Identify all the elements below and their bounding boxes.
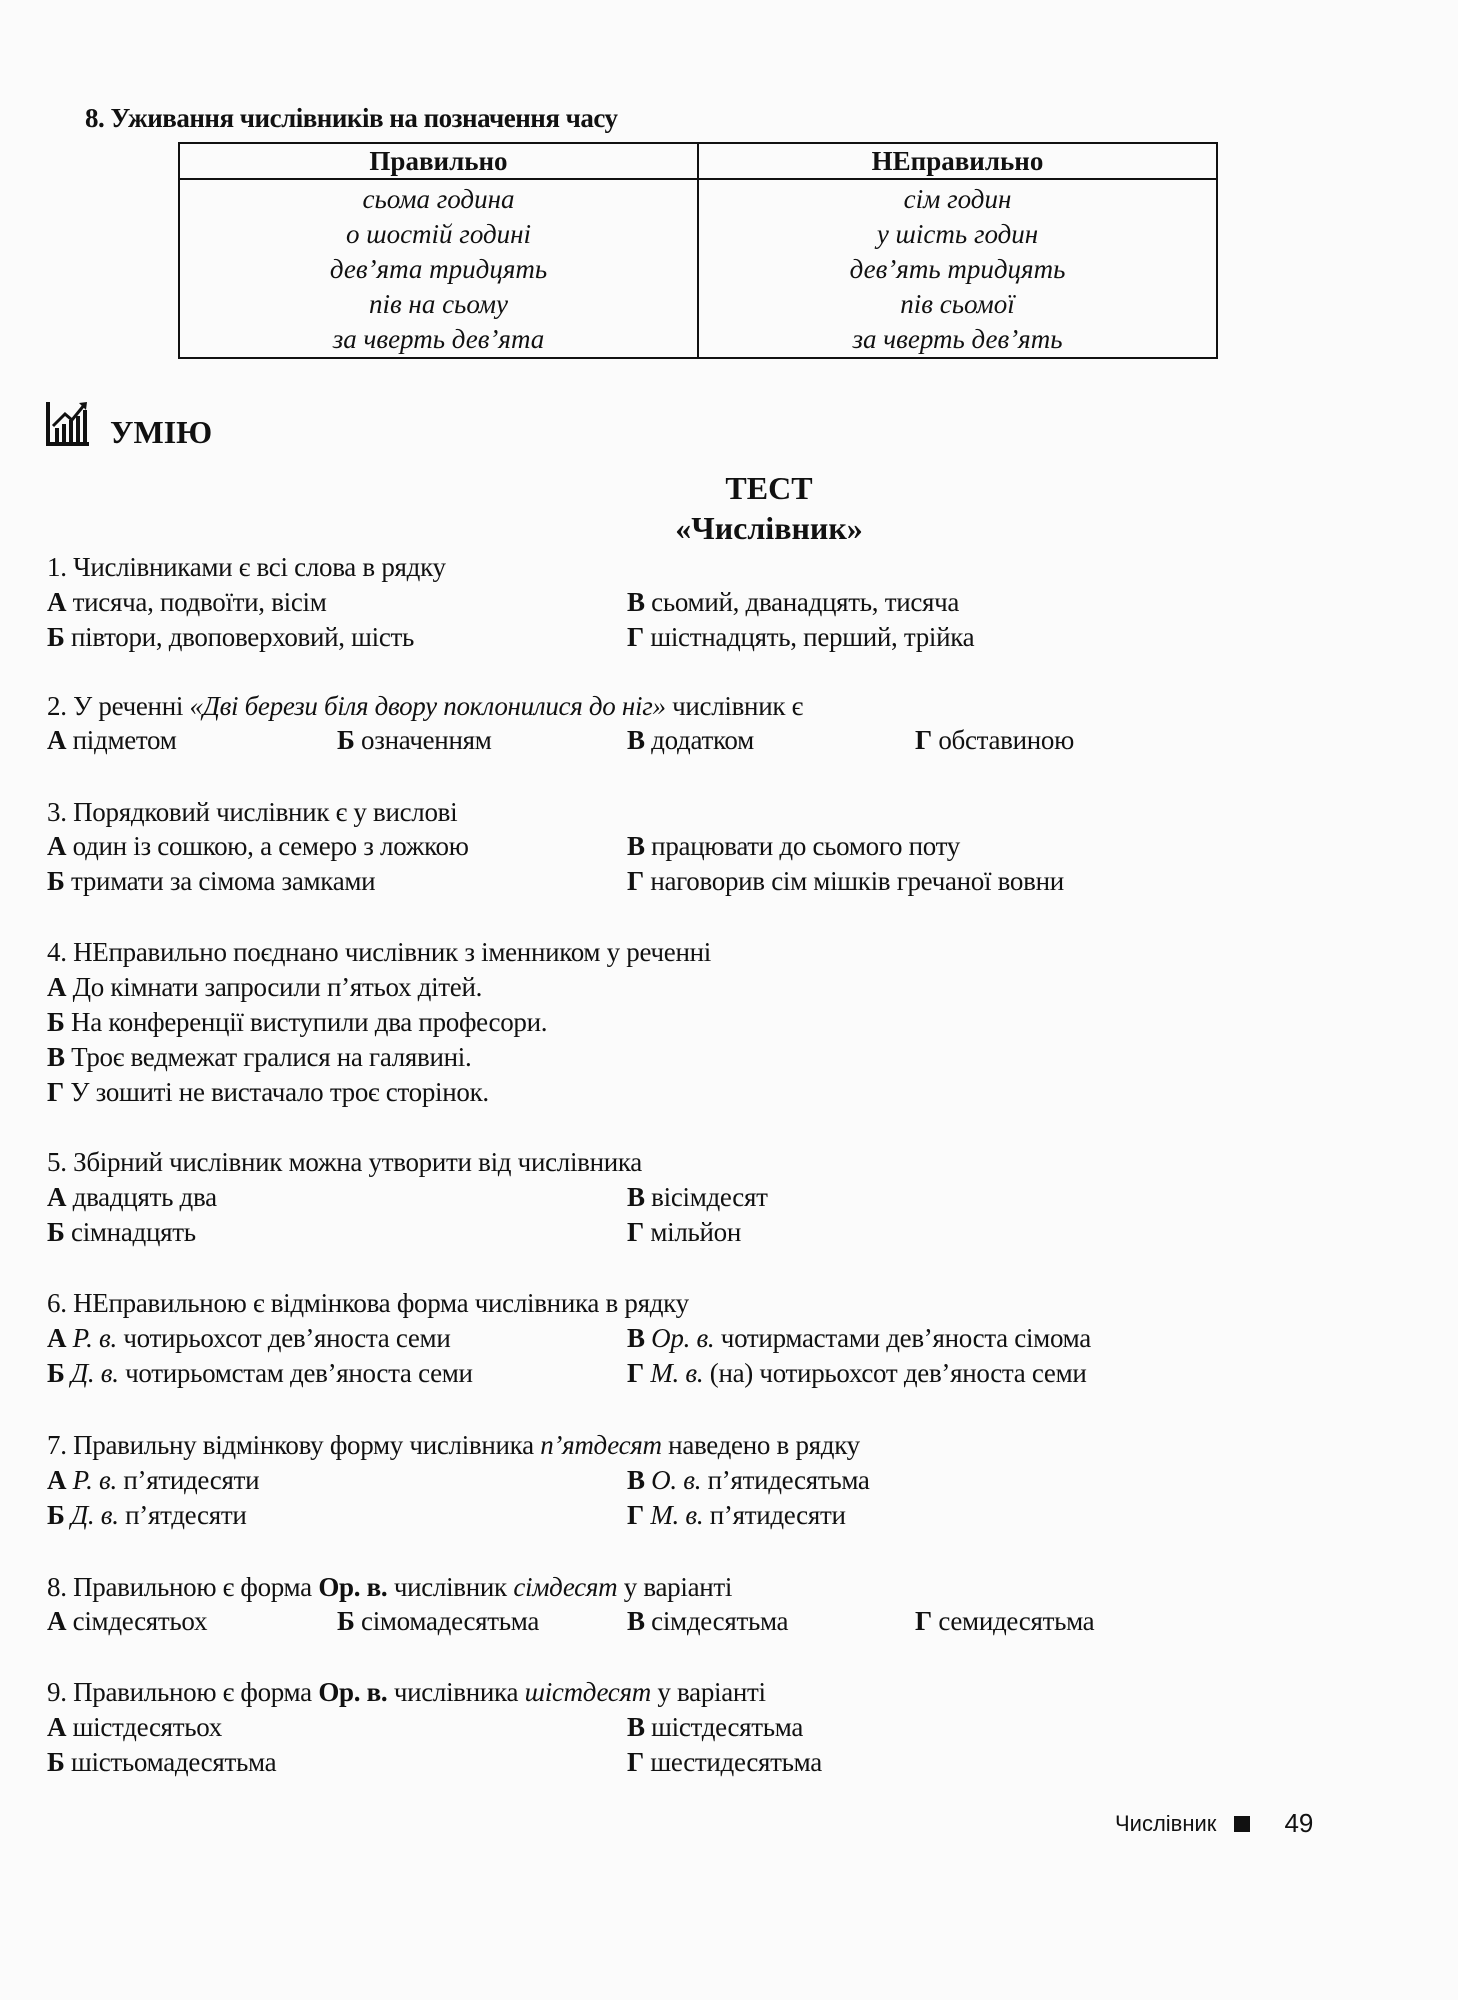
table-row xyxy=(179,179,1217,217)
table-row xyxy=(179,252,1217,287)
square-bullet-icon xyxy=(1234,1816,1250,1832)
question-6-stem: 6. НЕправильною є відмінкова форма числівника в рядку xyxy=(47,1288,689,1318)
option: Б сімнадцять xyxy=(47,1217,196,1247)
header-correct: Правильно xyxy=(179,143,698,179)
table-row xyxy=(179,322,1217,358)
question-5-stem: 5. Збірний числівник можна утворити від числівника xyxy=(47,1147,642,1177)
option: А шістдесятьох xyxy=(47,1712,223,1742)
table-row xyxy=(179,217,1217,252)
question-1-stem: 1. Числівниками є всі слова в рядку xyxy=(47,552,446,582)
question-3-stem: 3. Порядковий числівник є у вислові xyxy=(47,797,458,827)
page-footer xyxy=(1115,1808,1313,1839)
option: Г шестидесятьма xyxy=(627,1747,822,1777)
cell-correct: пів на сьому xyxy=(179,287,698,322)
option: А сімдесятьох xyxy=(47,1606,208,1636)
option: Б шістьомадесятьма xyxy=(47,1747,277,1777)
question-9-stem: 9. Правильною є форма Ор. в. числівника шістдесят у варіанті xyxy=(47,1677,766,1707)
test-title: ТЕСТ xyxy=(725,470,813,506)
chart-growth-icon xyxy=(45,400,91,446)
option: В сьомий, дванадцять, тисяча xyxy=(627,587,960,617)
option: А один із сошкою, а семеро з ложкою xyxy=(47,831,469,861)
option: В Троє ведмежат гралися на галявині. xyxy=(47,1042,472,1072)
page-number: 49 xyxy=(1284,1808,1314,1838)
option: А До кімнати запросили п’ятьох дітей. xyxy=(47,972,483,1002)
option: Г обставиною xyxy=(915,725,1074,755)
option: В шістдесятьма xyxy=(627,1712,804,1742)
cell-incorrect: у шість годин xyxy=(698,217,1217,252)
test-subtitle: «Числівник» xyxy=(675,510,863,546)
option: Б На конференції виступили два професори. xyxy=(47,1007,548,1037)
cell-correct: за чверть дев’ята xyxy=(179,322,698,358)
cell-correct: сьома година xyxy=(179,179,698,217)
time-numerals-table xyxy=(178,142,1218,359)
option: Б Д. в. п’ятдесяти xyxy=(47,1500,247,1530)
option: Б півтори, двоповерховий, шість xyxy=(47,622,415,652)
option: Г семидесятьма xyxy=(915,1606,1095,1636)
option: Б означенням xyxy=(337,725,492,755)
header-incorrect: НЕправильно xyxy=(698,143,1217,179)
option: В додатком xyxy=(627,725,754,755)
question-7-stem: 7. Правильну відмінкову форму числівника п’ятдесят наведено в рядку xyxy=(47,1430,860,1460)
option: А двадцять два xyxy=(47,1182,217,1212)
question-4-stem: 4. НЕправильно поєднано числівник з іменником у реченні xyxy=(47,937,711,967)
option: Г наговорив сім мішків гречаної вовни xyxy=(627,866,1064,896)
option: Б Д. в. чотирьомстам дев’яноста семи xyxy=(47,1358,473,1388)
cell-incorrect: пів сьомої xyxy=(698,287,1217,322)
question-2-stem: 2. У реченні «Дві берези біля двору поклонилися до ніг» числівник є xyxy=(47,691,803,721)
question-8-stem: 8. Правильною є форма Ор. в. числівник сімдесят у варіанті xyxy=(47,1572,733,1602)
option: А Р. в. чотирьохсот дев’яноста семи xyxy=(47,1323,451,1353)
option: В Ор. в. чотирмастами дев’яноста сімома xyxy=(627,1323,1091,1353)
table-header-row xyxy=(179,143,1217,179)
cell-incorrect: за чверть дев’ять xyxy=(698,322,1217,358)
option: В сімдесятьма xyxy=(627,1606,789,1636)
option: Г У зошиті не вистачало троє сторінок. xyxy=(47,1077,489,1107)
option: Г шістнадцять, перший, трійка xyxy=(627,622,975,652)
option: Г мільйон xyxy=(627,1217,742,1247)
option: А тисяча, подвоїти, вісім xyxy=(47,587,327,617)
cell-correct: дев’ята тридцять xyxy=(179,252,698,287)
option: Г М. в. п’ятидесяти xyxy=(627,1500,846,1530)
cell-incorrect: дев’ять тридцять xyxy=(698,252,1217,287)
section-8-heading: 8. Уживання числівників на позначення часу xyxy=(85,103,618,133)
option: Б сімомадесятьма xyxy=(337,1606,540,1636)
option: В О. в. п’ятидесятьма xyxy=(627,1465,870,1495)
table-row xyxy=(179,287,1217,322)
option: А Р. в. п’ятидесяти xyxy=(47,1465,260,1495)
option: Б тримати за сімома замками xyxy=(47,866,376,896)
option: А підметом xyxy=(47,725,177,755)
option: В вісімдесят xyxy=(627,1182,768,1212)
cell-incorrect: сім годин xyxy=(698,179,1217,217)
option: Г М. в. (на) чотирьохсот дев’яноста семи xyxy=(627,1358,1087,1388)
option: В працювати до сьомого поту xyxy=(627,831,960,861)
cell-correct: о шостій годині xyxy=(179,217,698,252)
section-umiu-heading: УМІЮ xyxy=(110,414,213,450)
footer-section-title: Числівник xyxy=(1115,1810,1217,1836)
